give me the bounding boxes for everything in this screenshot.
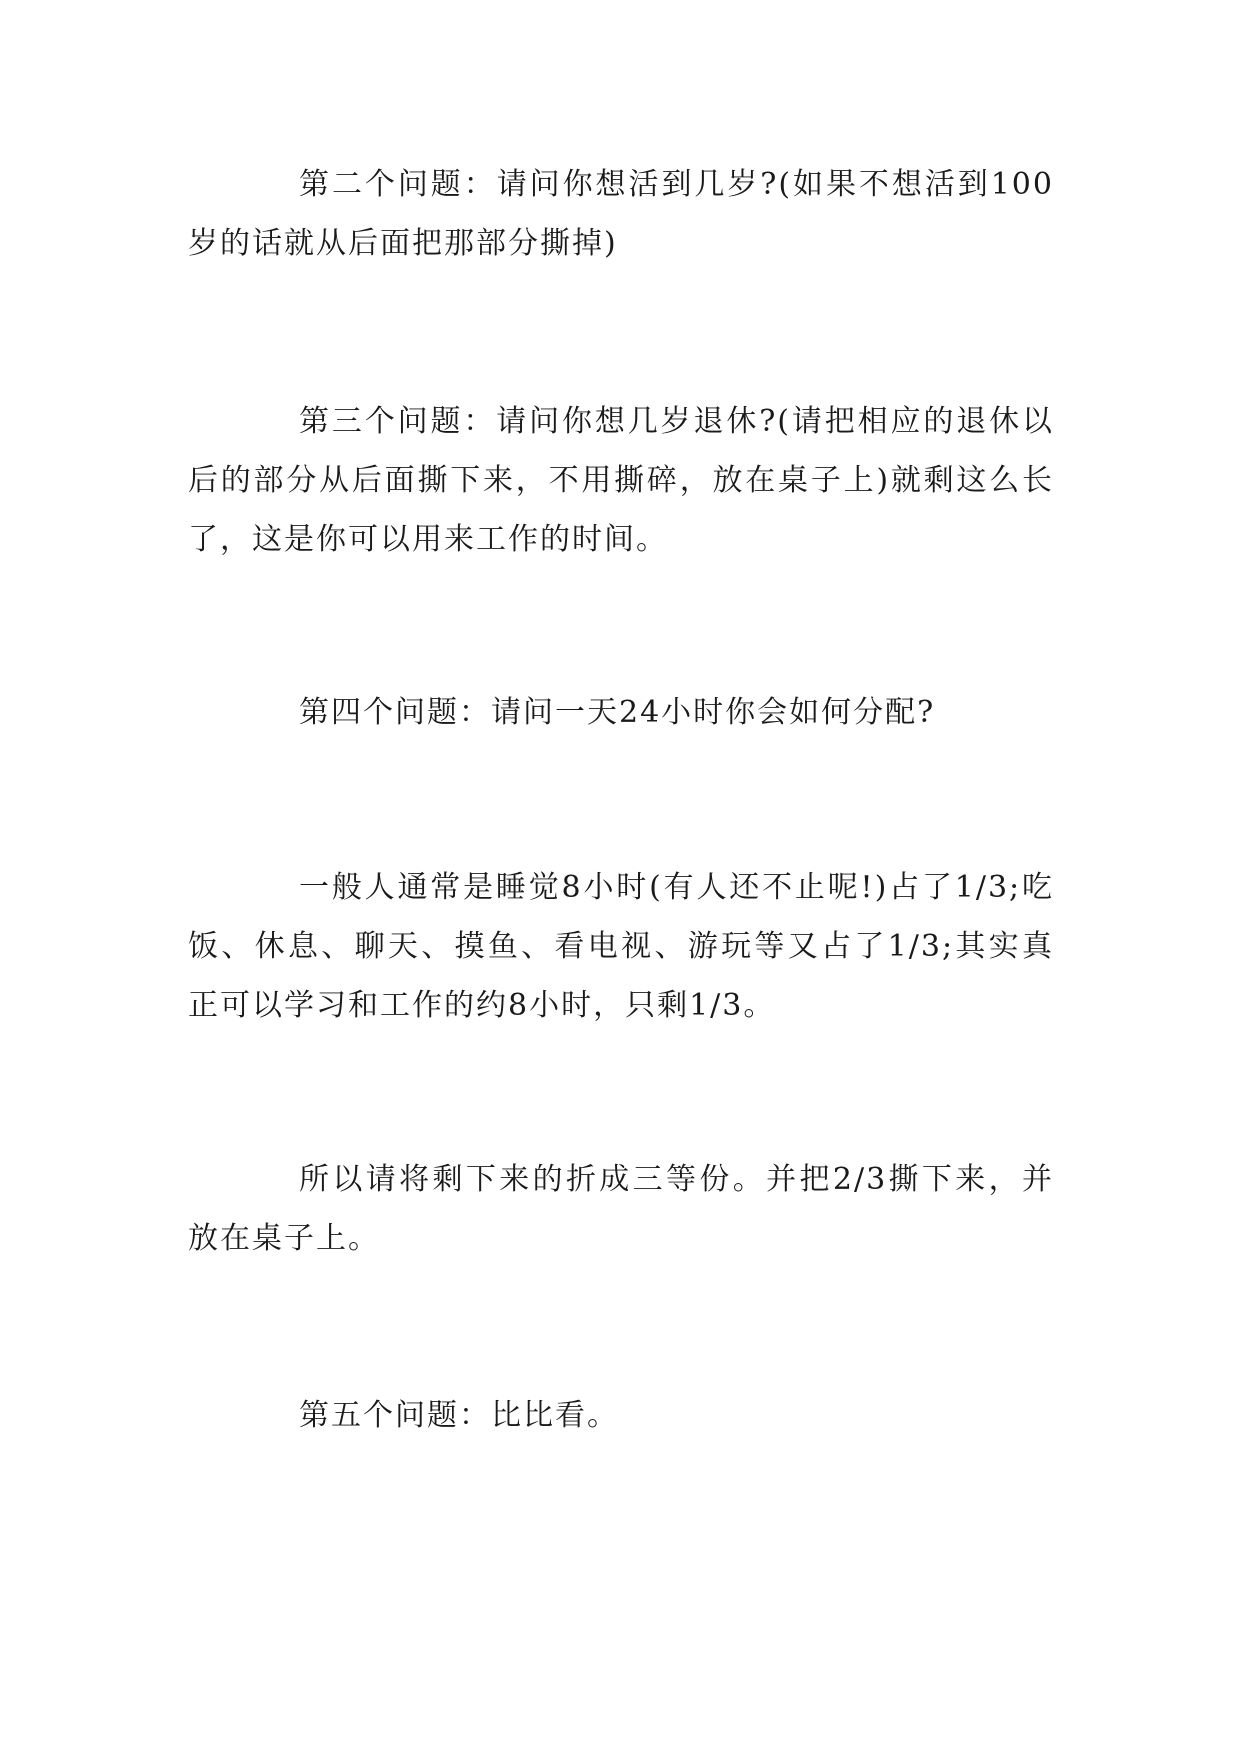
paragraph-fold-instruction: 所以请将剩下来的折成三等份。并把2/3撕下来，并放在桌子上。 <box>188 1162 1054 1256</box>
paragraph-question-two: 第二个问题：请问你想活到几岁?(如果不想活到100岁的话就从后面把那部分撕掉) <box>188 167 1054 261</box>
paragraph-time-allocation: 一般人通常是睡觉8小时(有人还不止呢!)占了1/3;吃饭、休息、聊天、摸鱼、看电视、游玩等又占了1/3;其实真正可以学习和工作的约8小时，只剩1/3。 <box>188 870 1054 1023</box>
paragraph-question-four: 第四个问题：请问一天24小时你会如何分配? <box>299 695 936 730</box>
paragraph-question-five: 第五个问题：比比看。 <box>299 1398 619 1433</box>
paragraph-question-three: 第三个问题：请问你想几岁退休?(请把相应的退休以后的部分从后面撕下来，不用撕碎，放在桌子上)就剩这么长了，这是你可以用来工作的时间。 <box>188 404 1054 557</box>
